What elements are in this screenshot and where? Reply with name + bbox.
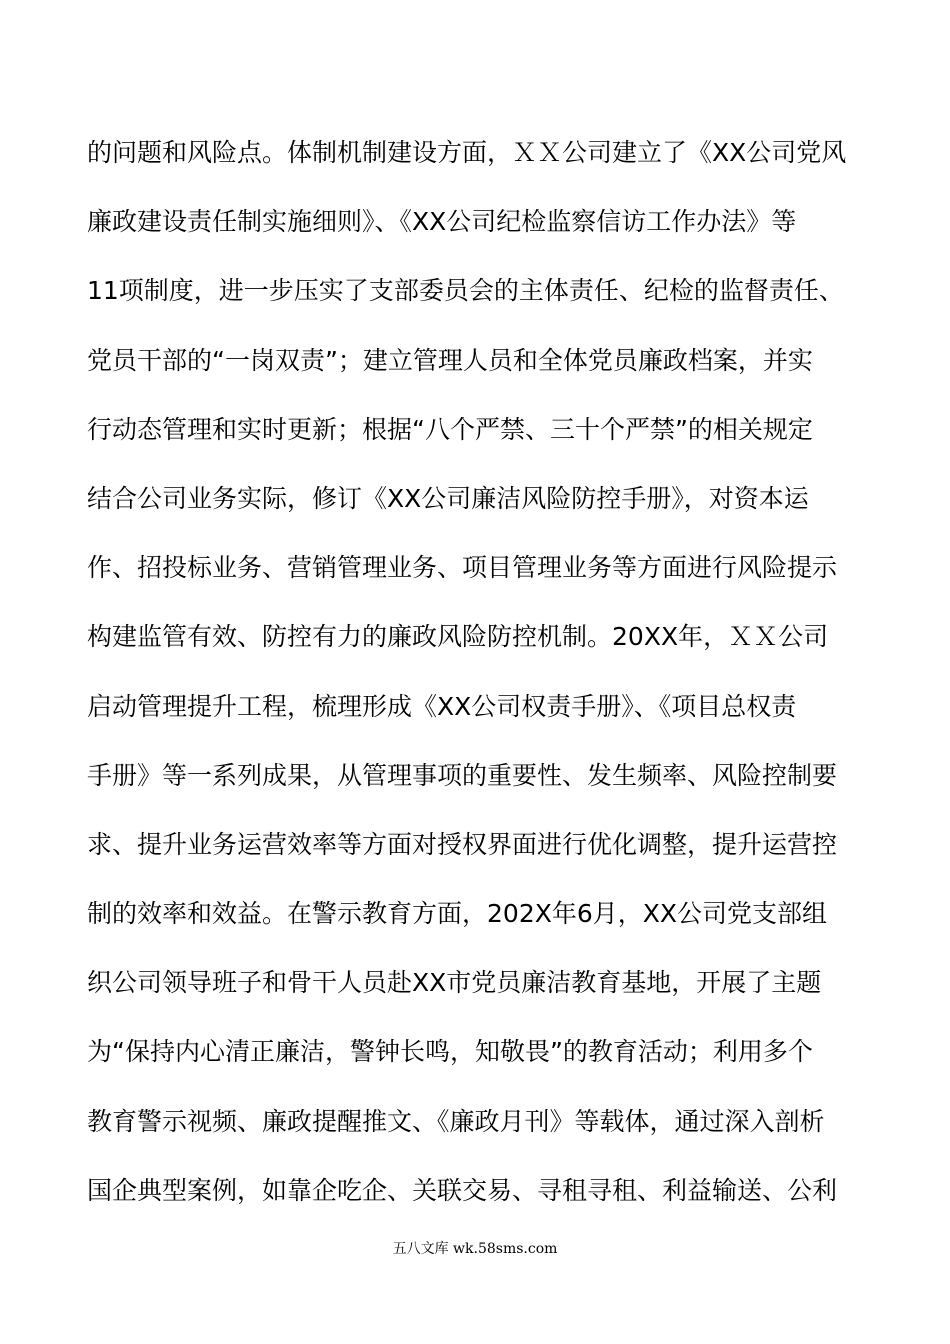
text-line: 求、提升业务运营效率等方面对授权界面进行优化调整，提升运营控	[87, 829, 838, 859]
text-line: 的问题和风险点。体制机制建设方面，ＸＸ公司建立了《XX公司党风	[87, 138, 847, 167]
text-line: 结合公司业务实际，修订《XX公司廉洁风险防控手册》，对资本运	[87, 483, 809, 513]
text-line: 手册》等一系列成果，从管理事项的重要性、发生频率、风险控制要	[87, 760, 838, 790]
text-line: 11项制度，进一步压实了支部委员会的主体责任、纪检的监督责任、	[87, 276, 844, 306]
text-line: 国企典型案例，如靠企吃企、关联交易、寻租寻租、利益输送、公利	[87, 1175, 838, 1205]
text-line: 构建监管有效、防控有力的廉政风险防控机制。20XX年，ＸＸ公司	[87, 622, 829, 652]
text-line: 作、招投标业务、营销管理业务、项目管理业务等方面进行风险提示	[87, 553, 838, 583]
document-body	[87, 118, 867, 1225]
text-line: 织公司领导班子和骨干人员赴XX市党员廉洁教育基地，开展了主题	[87, 968, 822, 998]
text-line: 廉政建设责任制实施细则》、《XX公司纪检监察信访工作办法》等	[87, 207, 797, 237]
text-line: 启动管理提升工程，梳理形成《XX公司权责手册》、《项目总权责	[87, 691, 797, 721]
text-line: 制的效率和效益。在警示教育方面，202X年6月，XX公司党支部组	[87, 899, 828, 929]
text-line: 党员干部的“一岗双责”；建立管理人员和全体党员廉政档案，并实	[87, 345, 813, 375]
text-line: 教育警示视频、廉政提醒推文、《廉政月刊》等载体，通过深入剖析	[87, 1106, 825, 1136]
text-line: 行动态管理和实时更新；根据“八个严禁、三十个严禁”的相关规定	[87, 414, 813, 444]
page-footer: 五八文库 wk.58sms.com	[392, 1241, 558, 1257]
text-line: 为“保持内心清正廉洁，警钟长鸣，知敬畏”的教育活动；利用多个	[87, 1037, 813, 1067]
